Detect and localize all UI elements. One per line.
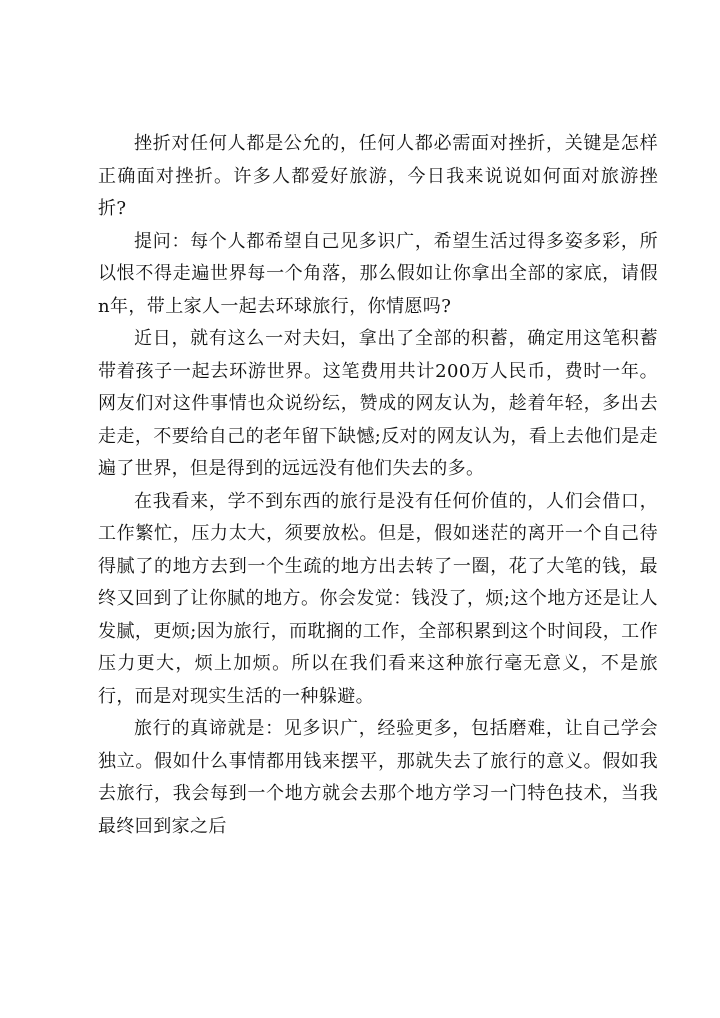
document-page [98,128,658,843]
paragraph-intro: 挫折对任何人都是公允的，任何人都必需面对挫折，关键是怎样正确面对挫折。许多人都爱好旅游，今日我来说说如何面对旅游挫折? [98,133,658,219]
paragraph-question: 提问：每个人都希望自己见多识广，希望生活过得多姿多彩，所以恨不得走遍世界每一个角落，那么假如让你拿出全部的家底，请假n年，带上家人一起去环球旅行，你情愿吗? [98,230,658,317]
paragraph-couple-story: 近日，就有这么一对夫妇，拿出了全部的积蓄，确定用这笔积蓄带着孩子一起去环游世界。这笔费用共计200万人民币，费时一年。网友们对这件事情也众说纷纭，赞成的网友认为，趁着年轻，多出去走走，不要给自己的老年留下缺憾;反对的网友认为，看上去他们是走遍了世界，但是得到的远远没有他们失去的多。 [98,328,658,479]
paragraph-opinion: 在我看来，学不到东西的旅行是没有任何价值的，人们会借口，工作繁忙，压力太大，须要放松。但是，假如迷茫的离开一个自己待得腻了的地方去到一个生疏的地方出去转了一圈，花了大笔的钱，最终又回到了让你腻的地方。你会发觉：钱没了，烦;这个地方还是让人发腻，更烦;因为旅行，而耽搁的工作，全部积累到这个时间段，工作压力更大，烦上加烦。所以在我们看来这种旅行毫无意义，不是旅行，而是对现实生活的一种躲避。 [98,490,658,707]
paragraph-travel-meaning: 旅行的真谛就是：见多识广，经验更多，包括磨难，让自己学会独立。假如什么事情都用钱来摆平，那就失去了旅行的意义。假如我去旅行，我会每到一个地方就会去那个地方学习一门特色技术，当我最终回到家之后 [98,718,658,837]
